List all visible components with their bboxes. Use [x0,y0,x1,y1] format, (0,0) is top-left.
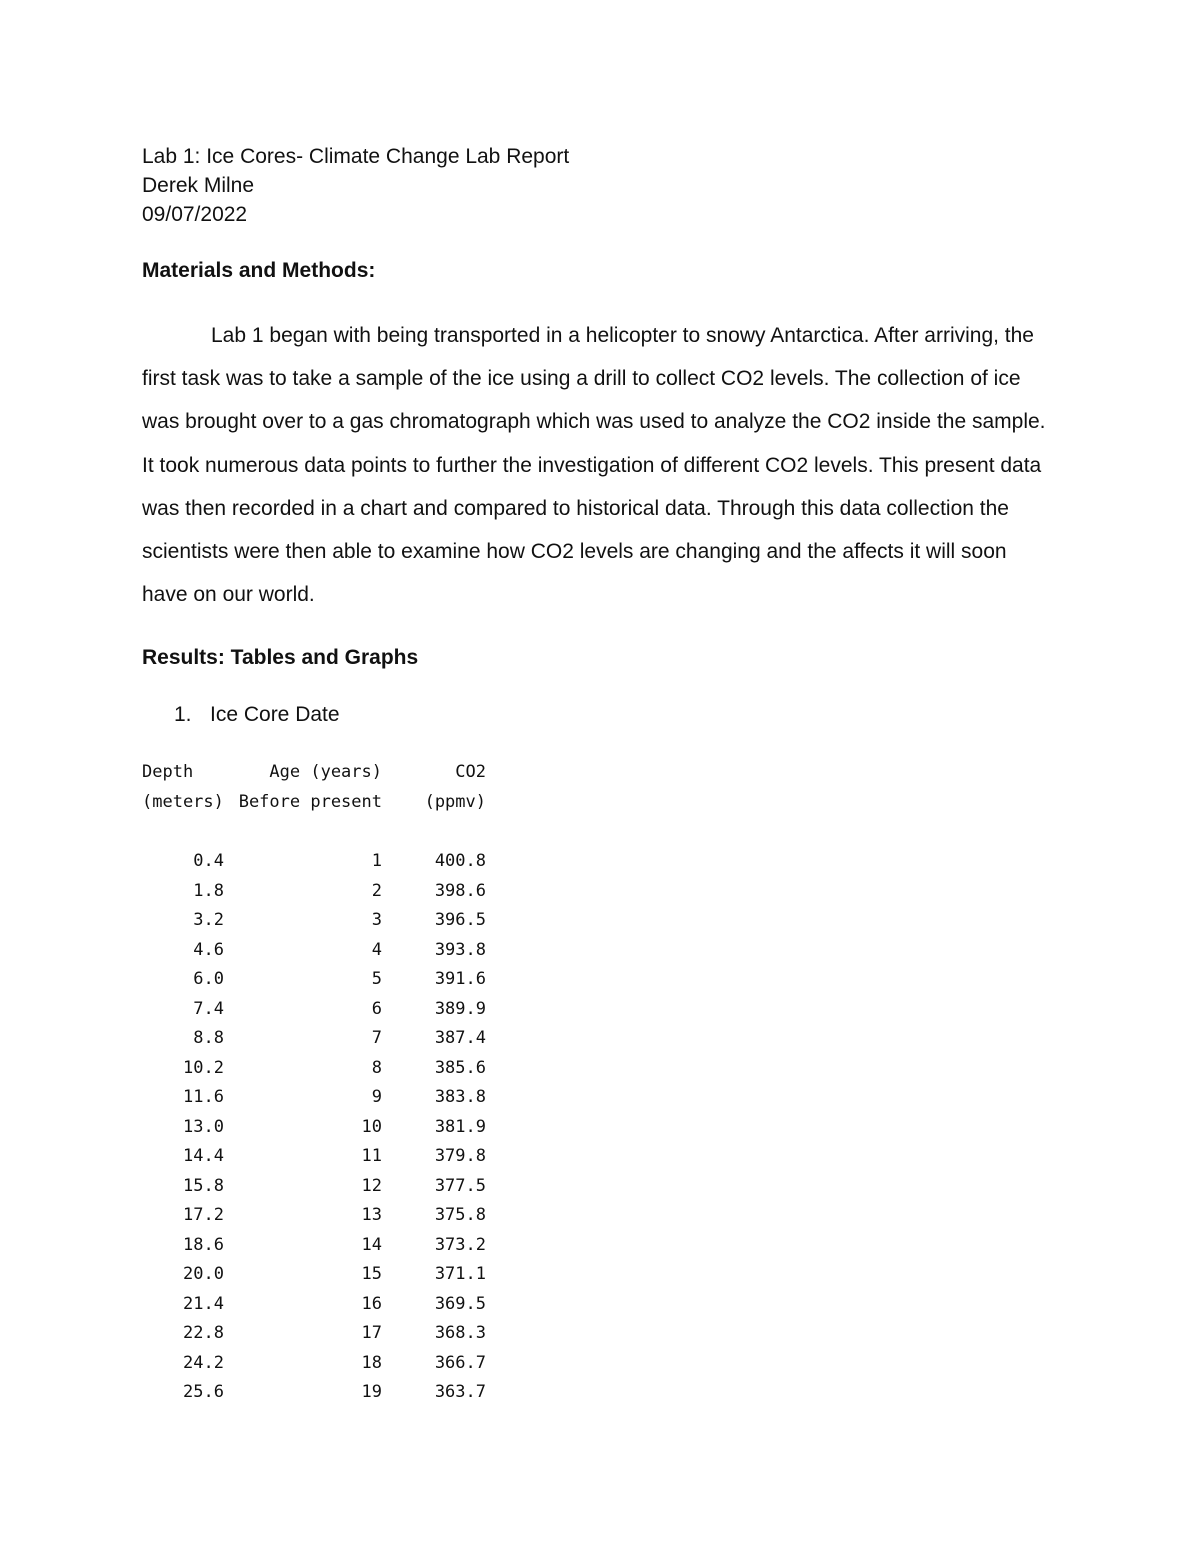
co2-cell: 398.6 [434,880,486,901]
co2-cell: 381.9 [434,1116,486,1137]
co2-cell: 385.6 [434,1057,486,1078]
age-cell: 12 [361,1175,382,1196]
depth-cell: 18.6 [183,1234,224,1255]
depth-cell: 3.2 [193,910,224,930]
co2-cell: 368.3 [434,1323,486,1343]
depth-cell: 13.0 [183,1116,224,1137]
age-cell: 19 [361,1382,382,1402]
age-cell: 8 [371,1057,382,1078]
header-age-unit: Before present [238,791,382,812]
list-item-ice-core-date [174,703,340,727]
age-cell: 18 [361,1352,382,1373]
age-cell: 2 [371,880,382,901]
header-co2-unit: (ppmv) [424,791,486,812]
age-cell: 3 [371,910,382,930]
depth-cell: 8.8 [193,1028,224,1048]
depth-cell: 24.2 [183,1352,224,1373]
depth-cell: 14.4 [183,1146,224,1166]
list-label: Ice Core Date [210,703,340,726]
list-number: 1. [174,703,192,726]
co2-cell: 363.7 [434,1382,486,1402]
materials-paragraph: Lab 1 began with being transported in a helicopter to snowy Antarctica. After arriving, the first task was to take a sample of the ice using a drill to collect CO2 levels. The collection of ice was brought over to a gas chromatograph which was used to analyze the CO2 inside the sample. It took numerous data points to further the investigation of different CO2 levels. This present data was then recorded in a chart and compared to historical data. Through this data collection the scientists were then able to examine how CO2 levels are changing and the affects it will soon have on our world. [142,324,1046,607]
header-depth-unit: (meters) [142,791,224,812]
co2-cell: 366.7 [434,1352,486,1373]
co2-cell: 387.4 [434,1028,486,1048]
co2-cell: 396.5 [434,910,486,930]
co2-cell: 400.8 [434,851,486,871]
depth-cell: 0.4 [193,851,224,871]
depth-cell: 21.4 [183,1293,224,1314]
co2-cell: 383.8 [434,1087,486,1107]
age-cell: 7 [371,1028,382,1048]
co2-cell: 391.6 [434,969,486,989]
age-cell: 14 [361,1234,382,1255]
co2-cell: 375.8 [434,1205,486,1225]
report-date: 09/07/2022 [142,203,248,226]
age-cell: 10 [361,1116,382,1137]
co2-cell: 393.8 [434,939,486,960]
age-cell: 16 [361,1293,382,1314]
co2-cell: 373.2 [434,1234,486,1255]
depth-cell: 22.8 [183,1323,224,1343]
depth-cell: 20.0 [183,1264,224,1284]
age-cell: 9 [371,1087,382,1107]
age-cell: 1 [371,851,382,871]
age-cell: 15 [361,1264,382,1284]
depth-cell: 17.2 [183,1205,224,1225]
depth-cell: 7.4 [193,998,224,1019]
header-co2: CO2 [455,762,486,782]
header-age: Age (years) [269,762,382,782]
age-cell: 6 [371,998,382,1019]
co2-cell: 377.5 [434,1175,486,1196]
co2-cell: 389.9 [434,998,486,1019]
materials-heading: Materials and Methods: [142,259,376,282]
report-title: Lab 1: Ice Cores- Climate Change Lab Report [142,145,570,168]
co2-cell: 379.8 [434,1146,486,1166]
co2-cell: 371.1 [434,1264,486,1284]
depth-cell: 25.6 [183,1382,224,1402]
depth-cell: 11.6 [183,1087,224,1107]
age-cell: 17 [361,1323,382,1343]
header-depth: Depth [142,762,194,782]
depth-cell: 10.2 [183,1057,224,1078]
age-cell: 5 [371,969,382,989]
author-name: Derek Milne [142,174,255,197]
age-cell: 4 [371,939,382,960]
depth-cell: 15.8 [183,1175,224,1196]
results-heading: Results: Tables and Graphs [142,646,419,669]
depth-cell: 4.6 [193,939,224,960]
co2-cell: 369.5 [434,1293,486,1314]
age-cell: 13 [361,1205,382,1225]
depth-cell: 6.0 [193,969,224,989]
depth-cell: 1.8 [193,880,224,901]
age-cell: 11 [361,1146,382,1166]
